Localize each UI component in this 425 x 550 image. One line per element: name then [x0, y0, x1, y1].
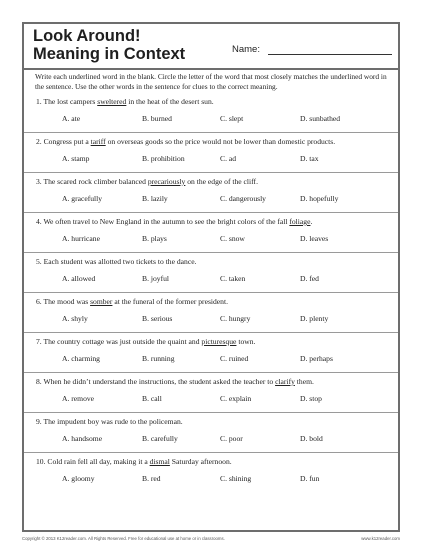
prompt-text-before: 4. We often travel to New England in the autumn to see the bright colors of the fall: [36, 217, 290, 226]
answer-option-c[interactable]: C. shining: [220, 474, 252, 483]
underlined-word: clarify: [275, 377, 295, 386]
prompt-text-before: 9. The impudent boy was rude to the policeman.: [36, 417, 183, 426]
underlined-word: precariously: [147, 177, 186, 186]
question-prompt: [36, 97, 392, 107]
question-prompt: [36, 377, 392, 387]
answer-option-a[interactable]: A. stamp: [62, 154, 90, 163]
question-item: [24, 374, 398, 413]
instructions: Write each underlined word in the blank. Circle the letter of the word that most closely matches the underlined word in the sentence. Use the other words in the sentence for clues to the correct meaning.: [35, 72, 387, 91]
question-prompt: [36, 137, 392, 147]
prompt-text-after: on overseas goods so the price would not be lower than domestic products.: [105, 137, 336, 146]
prompt-text-after: town.: [236, 337, 256, 346]
underlined-word: sweltered: [97, 97, 127, 106]
title-line-2: Meaning in Context: [33, 45, 186, 63]
answer-option-c[interactable]: C. explain: [220, 394, 252, 403]
prompt-text-after: at the funeral of the former president.: [112, 297, 228, 306]
question-item: [24, 214, 398, 253]
answer-option-d[interactable]: D. fed: [300, 274, 319, 283]
answer-option-d[interactable]: D. tax: [300, 154, 319, 163]
site-url: www.k12reader.com: [361, 536, 400, 541]
answer-option-d[interactable]: D. sunbathed: [300, 114, 341, 123]
answer-option-b[interactable]: B. running: [142, 354, 175, 363]
prompt-text-before: 1. The lost campers: [36, 97, 98, 106]
answer-option-b[interactable]: B. red: [142, 474, 161, 483]
answer-option-c[interactable]: C. hungry: [220, 314, 251, 323]
answer-option-d[interactable]: D. leaves: [300, 234, 329, 243]
question-item: [24, 94, 398, 133]
answer-option-b[interactable]: B. call: [142, 394, 162, 403]
question-item: [24, 174, 398, 213]
answer-option-b[interactable]: B. prohibition: [142, 154, 185, 163]
question-item: [24, 454, 398, 492]
answer-option-d[interactable]: D. hopefully: [300, 194, 339, 203]
answer-option-d[interactable]: D. plenty: [300, 314, 329, 323]
question-prompt: [36, 417, 392, 427]
copyright-text: Copyright © 2013 K12reader.com. All Rights Reserved. Free for educational use at home or in classrooms.: [22, 536, 225, 541]
prompt-text-before: 7. The country cottage was just outside the quaint and: [36, 337, 202, 346]
answer-option-a[interactable]: A. ate: [62, 114, 81, 123]
answer-option-b[interactable]: B. joyful: [142, 274, 170, 283]
question-prompt: [36, 177, 392, 187]
title-line-1: Look Around!: [33, 27, 141, 45]
answer-option-a[interactable]: A. hurricane: [62, 234, 100, 243]
name-blank-line[interactable]: [268, 54, 392, 55]
question-item: [24, 334, 398, 373]
question-prompt: [36, 457, 392, 467]
prompt-text-before: 2. Congress put a: [36, 137, 91, 146]
page-footer: [22, 536, 400, 544]
answer-option-d[interactable]: D. bold: [300, 434, 323, 443]
question-prompt: [36, 297, 392, 307]
prompt-text-after: Saturday afternoon.: [169, 457, 232, 466]
question-prompt: [36, 217, 392, 227]
answer-option-d[interactable]: D. perhaps: [300, 354, 333, 363]
prompt-text-before: 3. The scared rock climber balanced: [36, 177, 148, 186]
answer-option-a[interactable]: A. gloomy: [62, 474, 95, 483]
answer-option-d[interactable]: D. stop: [300, 394, 322, 403]
name-field[interactable]: [232, 42, 394, 58]
underlined-word: foliage: [289, 217, 311, 226]
answer-option-b[interactable]: B. serious: [142, 314, 173, 323]
answer-option-b[interactable]: B. plays: [142, 234, 167, 243]
answer-option-a[interactable]: A. remove: [62, 394, 95, 403]
underlined-word: somber: [90, 297, 113, 306]
worksheet-title: [33, 27, 185, 63]
prompt-text-before: 5. Each student was allotted two tickets to the dance.: [36, 257, 197, 266]
answer-option-c[interactable]: C. ad: [220, 154, 237, 163]
underlined-word: dismal: [149, 457, 170, 466]
answer-option-a[interactable]: A. gracefully: [62, 194, 103, 203]
prompt-text-after: .: [310, 217, 313, 226]
prompt-text-after: in the heat of the desert sun.: [126, 97, 214, 106]
question-item: [24, 414, 398, 453]
answer-option-a[interactable]: A. charming: [62, 354, 100, 363]
question-item: [24, 254, 398, 293]
answer-option-d[interactable]: D. fun: [300, 474, 320, 483]
answer-option-c[interactable]: C. taken: [220, 274, 246, 283]
question-item: [24, 134, 398, 173]
prompt-text-after: on the edge of the cliff.: [185, 177, 258, 186]
prompt-text-before: 8. When he didn’t understand the instructions, the student asked the teacher to: [36, 377, 276, 386]
answer-option-b[interactable]: B. lazily: [142, 194, 168, 203]
answer-option-a[interactable]: A. allowed: [62, 274, 96, 283]
question-prompt: [36, 337, 392, 347]
name-label: Name:: [232, 44, 260, 55]
underlined-word: tariff: [90, 137, 106, 146]
answer-option-c[interactable]: C. poor: [220, 434, 243, 443]
question-item: [24, 294, 398, 333]
worksheet-page: [22, 22, 400, 532]
answer-option-a[interactable]: A. shyly: [62, 314, 88, 323]
worksheet-header: [24, 24, 398, 70]
answer-option-c[interactable]: C. ruined: [220, 354, 249, 363]
prompt-text-before: 6. The mood was: [36, 297, 91, 306]
answer-option-c[interactable]: C. slept: [220, 114, 244, 123]
prompt-text-before: 10. Cold rain fell all day, making it a: [36, 457, 150, 466]
answer-option-a[interactable]: A. handsome: [62, 434, 103, 443]
answer-option-b[interactable]: B. carefully: [142, 434, 178, 443]
question-prompt: [36, 257, 392, 267]
underlined-word: picturesque: [201, 337, 237, 346]
answer-option-b[interactable]: B. burned: [142, 114, 172, 123]
answer-option-c[interactable]: C. snow: [220, 234, 245, 243]
answer-option-c[interactable]: C. dangerously: [220, 194, 266, 203]
prompt-text-after: them.: [294, 377, 314, 386]
